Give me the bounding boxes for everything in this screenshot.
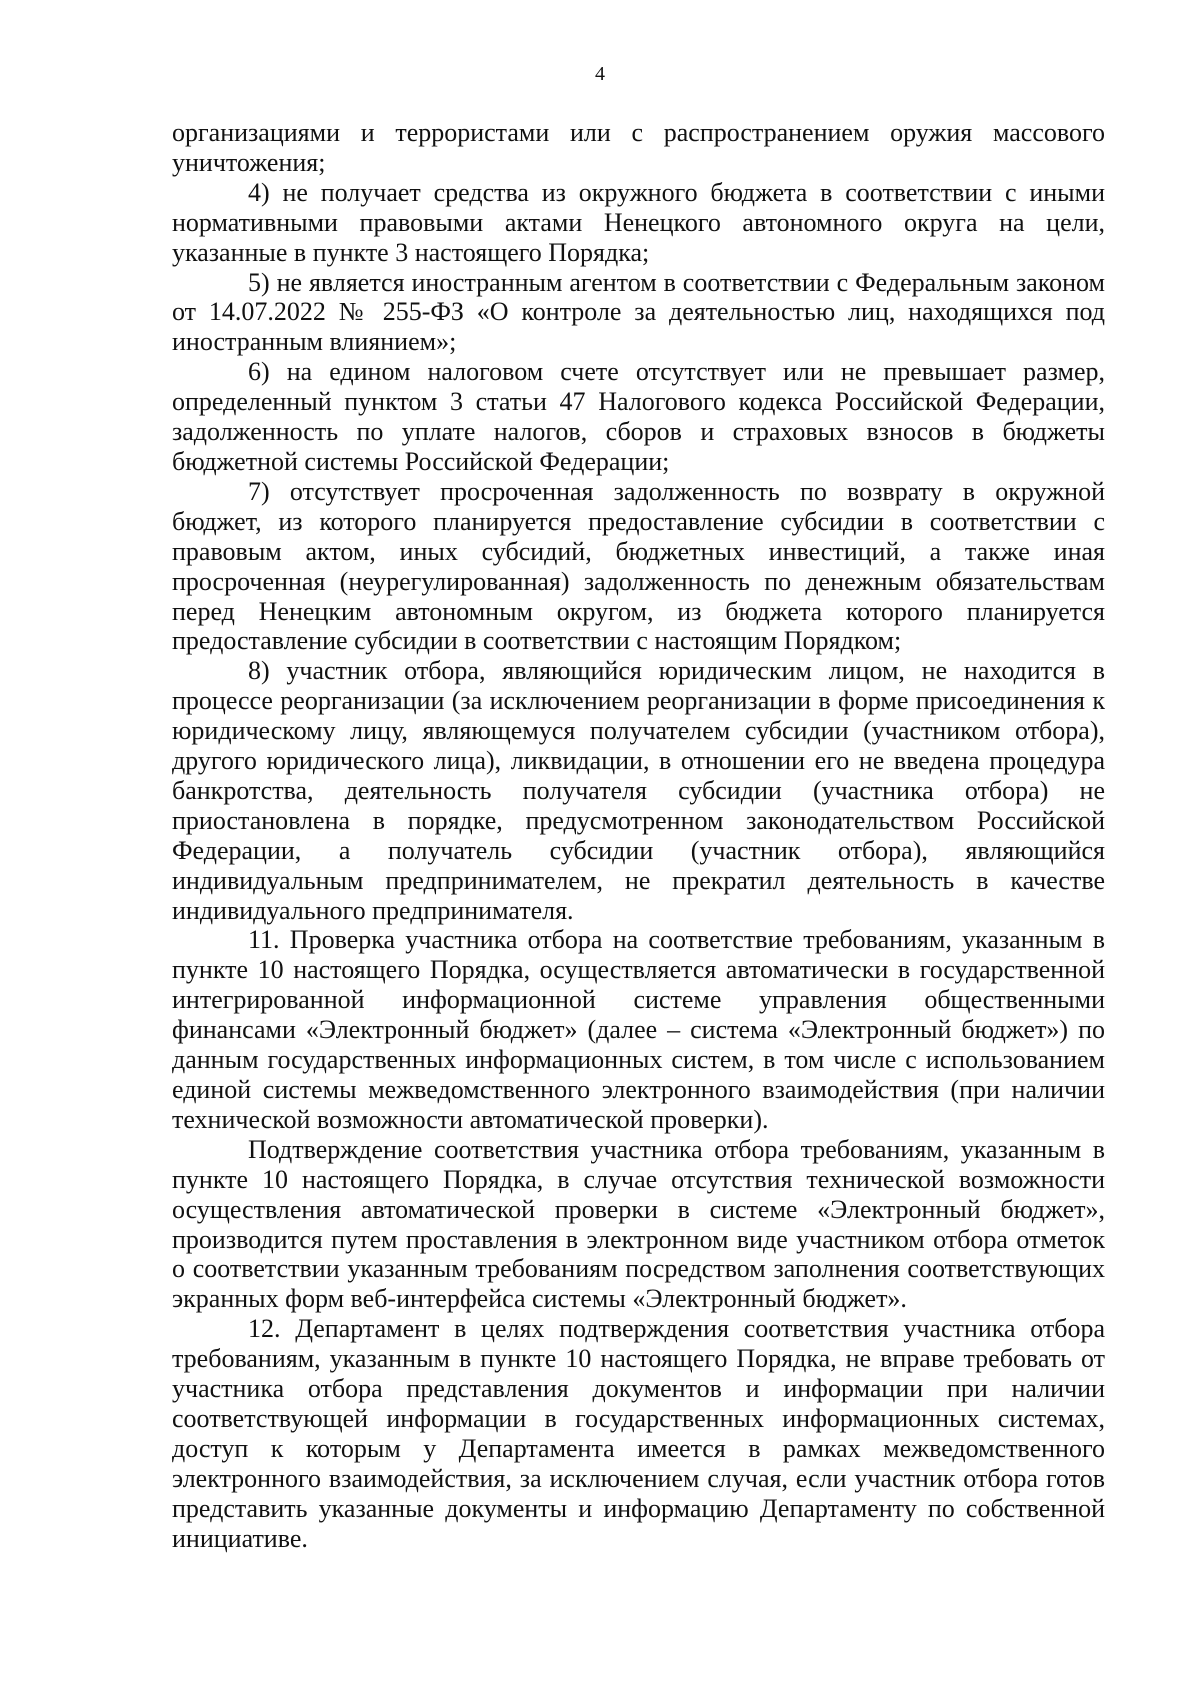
paragraph-item-4: 4) не получает средства из окружного бюджета в соответствии с иными нормативными правовыми актами Ненецкого автономного округа на цели, указанные в пункте 3 настоящего Порядка; [172, 177, 1105, 267]
document-body [172, 118, 1105, 1554]
paragraph-clause-11-confirmation: Подтверждение соответствия участника отбора требованиям, указанным в пункте 10 настоящего Порядка, в случае отсутствия технической возможности осуществления автоматической проверки в системе «Электронный бюджет», производится путем проставления в электронном виде участником отбора отметок о соответствии указанным требованиям посредством заполнения соответствующих экранных форм веб-интерфейса системы «Электронный бюджет». [172, 1134, 1105, 1314]
paragraph-clause-11: 11. Проверка участника отбора на соответствие требованиям, указанным в пункте 10 настоящего Порядка, осуществляется автоматически в государственной интегрированной информационной системе управления общественными финансами «Электронный бюджет» (далее – система «Электронный бюджет») по данным государственных информационных систем, в том числе с использованием единой системы межведомственного электронного взаимодействия (при наличии технической возможности автоматической проверки). [172, 925, 1105, 1134]
page-number: 4 [595, 63, 605, 85]
paragraph-continuation: организациями и террористами или с распространением оружия массового уничтожения; [172, 118, 1105, 177]
paragraph-clause-12: 12. Департамент в целях подтверждения соответствия участника отбора требованиям, указанным в пункте 10 настоящего Порядка, не вправе требовать от участника отбора представления документов и информации при наличии соответствующей информации в государственных информационных системах, доступ к которым у Департамента имеется в рамках межведомственного электронного взаимодействия, за исключением случая, если участник отбора готов представить указанные документы и информацию Департаменту по собственной инициативе. [172, 1314, 1105, 1553]
paragraph-item-6: 6) на едином налоговом счете отсутствует или не превышает размер, определенный пунктом 3 статьи 47 Налогового кодекса Российской Федерации, задолженность по уплате налогов, сборов и страховых взносов в бюджеты бюджетной системы Российской Федерации; [172, 357, 1105, 476]
paragraph-item-7: 7) отсутствует просроченная задолженность по возврату в окружной бюджет, из которого планируется предоставление субсидии в соответствии с правовым актом, иных субсидий, бюджетных инвестиций, а также иная просроченная (неурегулированная) задолженность по денежным обязательствам перед Ненецким автономным округом, из бюджета которого планируется предоставление субсидии в соответствии с настоящим Порядком; [172, 476, 1105, 656]
paragraph-item-8: 8) участник отбора, являющийся юридическим лицом, не находится в процессе реорганизации (за исключением реорганизации в форме присоединения к юридическому лицу, являющемуся получателем субсидии (участником отбора), другого юридического лица), ликвидации, в отношении его не введена процедура банкротства, деятельность получателя субсидии (участника отбора) не приостановлена в порядке, предусмотренном законодательством Российской Федерации, а получатель субсидии (участник отбора), являющийся индивидуальным предпринимателем, не прекратил деятельность в качестве индивидуального предпринимателя. [172, 656, 1105, 925]
paragraph-item-5: 5) не является иностранным агентом в соответствии с Федеральным законом от 14.07.2022 № 255-ФЗ «О контроле за деятельностью лиц, находящихся под иностранным влиянием»; [172, 267, 1105, 357]
